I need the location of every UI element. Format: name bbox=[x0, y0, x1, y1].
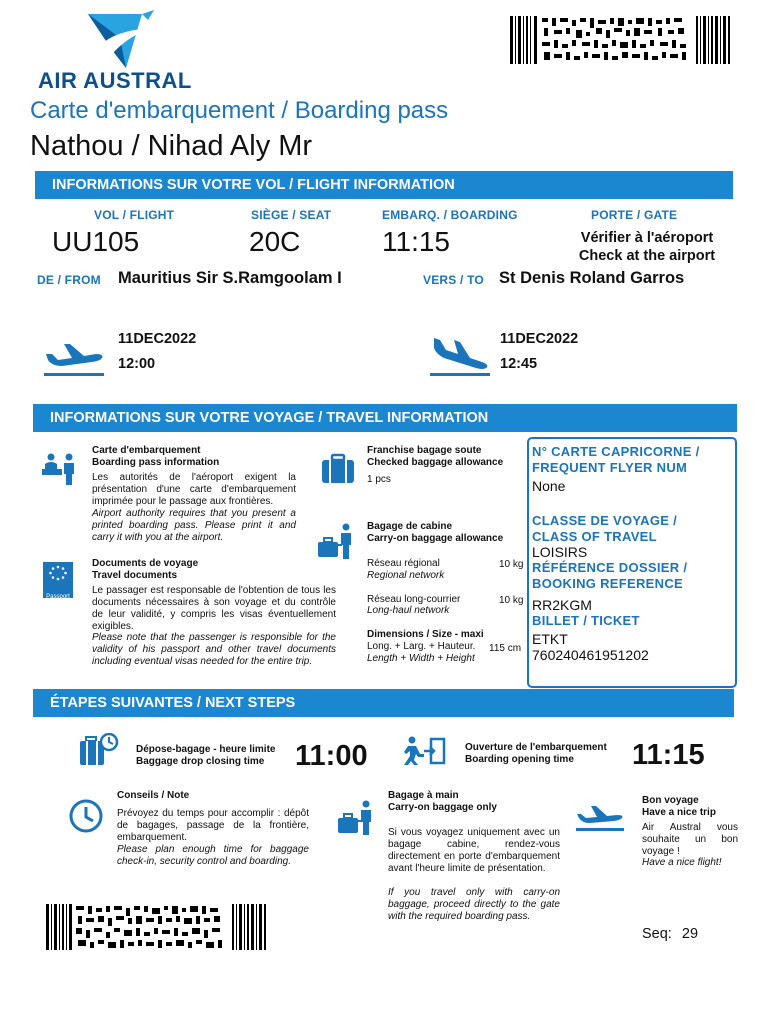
clock-icon bbox=[68, 798, 104, 834]
checked-title-fr: Franchise bagage soute bbox=[367, 445, 482, 456]
ref-label-1: RÉFÉRENCE DOSSIER / bbox=[532, 560, 688, 575]
bp-title bbox=[92, 445, 297, 469]
ref-label-2: BOOKING REFERENCE bbox=[532, 576, 684, 591]
longhaul-en: Long-haul network bbox=[367, 605, 450, 616]
advice-title bbox=[117, 790, 189, 802]
flight-number: UU105 bbox=[52, 226, 140, 257]
barcode-top-icon bbox=[510, 16, 730, 64]
cabin-title-en: Carry-on baggage allowance bbox=[367, 533, 504, 544]
baggage-drop-clock-icon bbox=[78, 733, 120, 767]
passport-label: Passport bbox=[46, 594, 70, 600]
longhaul-value: 10 kg bbox=[499, 595, 524, 606]
bp-text-fr: Les autorités de l'aéroport exigent la présentation d'une carte d'embarquement imprimée pour le passage aux frontières. bbox=[92, 472, 296, 507]
departure-time: 12:00 bbox=[118, 356, 156, 372]
advice-en: Please plan enough time for baggage check-in, security control and boarding. bbox=[117, 844, 309, 867]
arrival-date: 11DEC2022 bbox=[500, 331, 579, 347]
eu-stars-icon bbox=[43, 562, 73, 588]
ticket-value-1: ETKT bbox=[532, 631, 568, 647]
regional-en: Regional network bbox=[367, 570, 445, 581]
boarding-time: 11:15 bbox=[382, 226, 450, 257]
cabin-title bbox=[367, 521, 527, 545]
bp-title-fr: Carte d'embarquement bbox=[92, 445, 201, 456]
departure-plane-icon bbox=[42, 334, 106, 378]
hand-title bbox=[388, 790, 497, 814]
arrival-plane-icon bbox=[428, 334, 492, 378]
boarding-label: EMBARQ. / BOARDING bbox=[382, 208, 518, 222]
open-time: 11:15 bbox=[632, 739, 705, 771]
bp-text-en: Airport authority requires that you present a printed boarding pass. Please print it and carry it with you at the airport. bbox=[92, 508, 296, 543]
class-label-1: CLASSE DE VOYAGE / bbox=[532, 513, 678, 528]
drop-en: Baggage drop closing time bbox=[136, 756, 265, 767]
page-title: Carte d'embarquement / Boarding pass bbox=[30, 97, 449, 124]
airline-name: AIR AUSTRAL bbox=[38, 68, 192, 93]
to-airport: St Denis Roland Garros bbox=[499, 269, 685, 287]
plane-icon bbox=[575, 800, 625, 832]
checked-value: 1 pcs bbox=[367, 474, 391, 485]
advice-fr: Prévoyez du temps pour accomplir : dépôt de bagages, passage de la frontière, embarquement. bbox=[117, 808, 309, 843]
flight-label: VOL / FLIGHT bbox=[94, 208, 175, 222]
barcode-bottom-icon bbox=[46, 904, 266, 950]
docs-title-en: Travel documents bbox=[92, 570, 178, 581]
dims-value: 115 cm bbox=[489, 643, 522, 654]
ff-label-1: N° CARTE CAPRICORNE / bbox=[532, 444, 700, 459]
open-en: Boarding opening time bbox=[465, 754, 574, 765]
boarding-gate-icon bbox=[404, 736, 446, 766]
hand-en: If you travel only with carry-on baggage, proceed directly to the gate with the required boarding pass. bbox=[388, 887, 560, 922]
class-value: LOISIRS bbox=[532, 544, 588, 560]
docs-title-fr: Documents de voyage bbox=[92, 558, 199, 569]
seat-label: SIÈGE / SEAT bbox=[251, 208, 332, 222]
hand-title-en: Carry-on baggage only bbox=[388, 802, 497, 813]
departure-date: 11DEC2022 bbox=[118, 331, 197, 347]
class-label-2: CLASS OF TRAVEL bbox=[532, 529, 657, 544]
cabin-title-fr: Bagage de cabine bbox=[367, 521, 453, 532]
check-in-counter-icon bbox=[40, 452, 78, 486]
drop-fr: Dépose-bagage - heure limite bbox=[136, 744, 276, 755]
open-title bbox=[465, 742, 607, 766]
docs-text-en: Please note that the passenger is responsible for the validity of his passport and other travel documents including eventual visas needed for the entire trip. bbox=[92, 632, 336, 667]
checked-title bbox=[367, 445, 527, 469]
trip-en: Have a nice flight! bbox=[642, 857, 722, 868]
hand-title-fr: Bagage à main bbox=[388, 790, 459, 801]
drop-time: 11:00 bbox=[295, 740, 368, 772]
dims-fr: Long. + Larg. + Hauteur. bbox=[367, 641, 476, 652]
dims-title-text: Dimensions / Size - maxi bbox=[367, 629, 484, 640]
ticket-value-2: 760240461951202 bbox=[532, 647, 649, 663]
gate-value-fr: Vérifier à l'aéroport bbox=[580, 230, 714, 246]
passenger-name: Nathou / Nihad Aly Mr bbox=[30, 130, 313, 162]
checked-title-en: Checked baggage allowance bbox=[367, 457, 504, 468]
from-airport: Mauritius Sir S.Ramgoolam I bbox=[118, 269, 342, 287]
to-label: VERS / TO bbox=[423, 273, 484, 287]
dims-en: Length + Width + Height bbox=[367, 653, 475, 664]
trip-title bbox=[642, 795, 716, 819]
bp-title-en: Boarding pass information bbox=[92, 457, 220, 468]
docs-title bbox=[92, 558, 297, 582]
trip-fr: Air Austral vous souhaite un bon voyage ! bbox=[642, 822, 738, 857]
cabin-baggage-icon bbox=[316, 522, 356, 560]
gate-value-en: Check at the airport bbox=[578, 248, 716, 264]
flight-info-heading: INFORMATIONS SUR VOTRE VOL / FLIGHT INFORMATION bbox=[35, 171, 733, 199]
from-label: DE / FROM bbox=[37, 273, 101, 287]
seq-label: Seq: bbox=[642, 926, 672, 942]
travel-info-heading: INFORMATIONS SUR VOTRE VOYAGE / TRAVEL INFORMATION bbox=[33, 404, 737, 432]
passport-icon bbox=[43, 562, 73, 598]
regional-value: 10 kg bbox=[499, 559, 524, 570]
hand-fr: Si vous voyagez uniquement avec un bagage cabine, rendez-vous directement en porte d'embarquement avant l'heure limite de présentation. bbox=[388, 827, 560, 874]
ref-value: RR2KGM bbox=[532, 597, 592, 613]
open-fr: Ouverture de l'embarquement bbox=[465, 742, 607, 753]
carry-on-icon bbox=[336, 800, 376, 836]
ff-label-2: FREQUENT FLYER NUM bbox=[532, 460, 688, 475]
seat-number: 20C bbox=[249, 226, 301, 257]
ticket-label: BILLET / TICKET bbox=[532, 613, 640, 628]
arrival-time: 12:45 bbox=[500, 356, 538, 372]
ff-value: None bbox=[532, 478, 566, 494]
checked-baggage-icon bbox=[320, 453, 356, 485]
advice-title-text: Conseils / Note bbox=[117, 790, 190, 801]
next-steps-heading: ÉTAPES SUIVANTES / NEXT STEPS bbox=[33, 689, 734, 717]
longhaul-fr: Réseau long-courrier bbox=[367, 594, 461, 605]
dims-title bbox=[367, 629, 484, 641]
trip-title-en: Have a nice trip bbox=[642, 807, 716, 818]
gate-label: PORTE / GATE bbox=[591, 208, 678, 222]
sequence bbox=[642, 926, 698, 942]
seq-value: 29 bbox=[681, 926, 699, 942]
docs-text-fr: Le passager est responsable de l'obtention de tous les documents nécessaires à son voyage et du contrôle de leur validité, y compris les visas éventuellement exigibles. bbox=[92, 585, 336, 632]
regional-fr: Réseau régional bbox=[367, 558, 440, 569]
air-austral-logo-icon bbox=[82, 8, 158, 70]
drop-title bbox=[136, 744, 275, 768]
trip-title-fr: Bon voyage bbox=[642, 795, 699, 806]
